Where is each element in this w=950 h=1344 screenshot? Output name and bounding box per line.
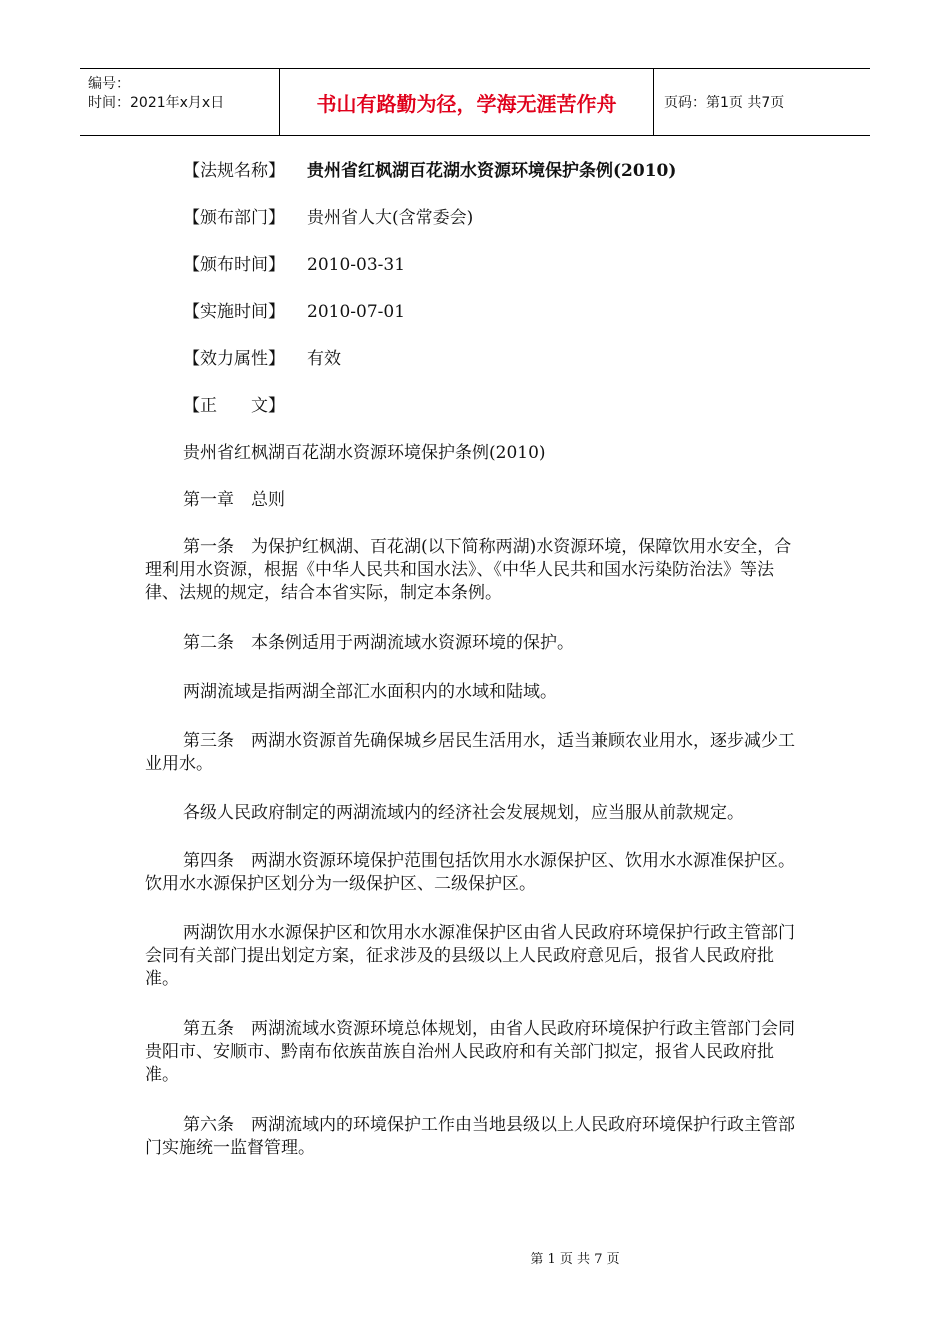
- meta-value: 贵州省红枫湖百花湖水资源环境保护条例(2010): [307, 161, 677, 181]
- paragraph: 第六条 两湖流域内的环境保护工作由当地县级以上人民政府环境保护行政主管部门实施统一监督管理。: [145, 1115, 795, 1158]
- header-page-info: 页码：第1页 共7页: [664, 95, 785, 111]
- meta-label: 【颁布时间】: [183, 255, 285, 275]
- chapter-heading: 第一章 总则: [183, 490, 285, 510]
- paragraph: 第三条 两湖水资源首先确保城乡居民生活用水，适当兼顾农业用水，逐步减少工业用水。: [145, 731, 795, 774]
- meta-value: 有效: [307, 349, 341, 369]
- header-motto: 书山有路勤为径，学海无涯苦作舟: [280, 69, 654, 135]
- header-meta-cell: [80, 69, 280, 135]
- header-table: [80, 68, 870, 136]
- document-number-label: 编号：: [88, 76, 130, 92]
- meta-value: 2010-03-31: [307, 255, 406, 275]
- document-body: [145, 152, 805, 1158]
- meta-row-department: [145, 199, 805, 246]
- meta-row-body: [145, 387, 805, 434]
- meta-label: 【颁布部门】: [183, 208, 285, 228]
- page-footer: 第 1 页 共 7 页: [530, 1252, 620, 1267]
- meta-label: 【正 文】: [183, 396, 285, 416]
- paragraph: 第五条 两湖流域水资源环境总体规划，由省人民政府环境保护行政主管部门会同贵阳市、安顺市、黔南布依族苗族自治州人民政府和有关部门拟定，报省人民政府批准。: [145, 1019, 795, 1085]
- paragraph: 第二条 本条例适用于两湖流域水资源环境的保护。: [183, 633, 574, 653]
- meta-label: 【效力属性】: [183, 349, 285, 369]
- paragraph: 第四条 两湖水资源环境保护范围包括饮用水水源保护区、饮用水水源准保护区。饮用水水源保护区划分为一级保护区、二级保护区。: [145, 851, 795, 894]
- paragraph: 贵州省红枫湖百花湖水资源环境保护条例(2010): [183, 443, 546, 463]
- meta-value: 2010-07-01: [307, 302, 406, 322]
- paragraph: 两湖饮用水水源保护区和饮用水水源准保护区由省人民政府环境保护行政主管部门会同有关部门提出划定方案，征求涉及的县级以上人民政府意见后，报省人民政府批准。: [145, 923, 795, 989]
- meta-value: 贵州省人大(含常委会): [307, 208, 474, 228]
- meta-row-title: [145, 152, 805, 199]
- meta-row-validity: [145, 340, 805, 387]
- paragraph: 各级人民政府制定的两湖流域内的经济社会发展规划，应当服从前款规定。: [183, 803, 744, 823]
- meta-label: 【法规名称】: [183, 161, 285, 181]
- paragraph: 两湖流域是指两湖全部汇水面积内的水域和陆域。: [183, 682, 557, 702]
- meta-label: 【实施时间】: [183, 302, 285, 322]
- document-time-label: 时间：2021年x月x日: [88, 95, 225, 111]
- meta-row-effective-date: [145, 293, 805, 340]
- meta-row-issue-date: [145, 246, 805, 293]
- paragraph: 第一条 为保护红枫湖、百花湖(以下简称两湖)水资源环境，保障饮用水安全，合理利用水资源，根据《中华人民共和国水法》、《中华人民共和国水污染防治法》等法律、法规的规定，结合本省实际，制定本条例。: [145, 537, 792, 603]
